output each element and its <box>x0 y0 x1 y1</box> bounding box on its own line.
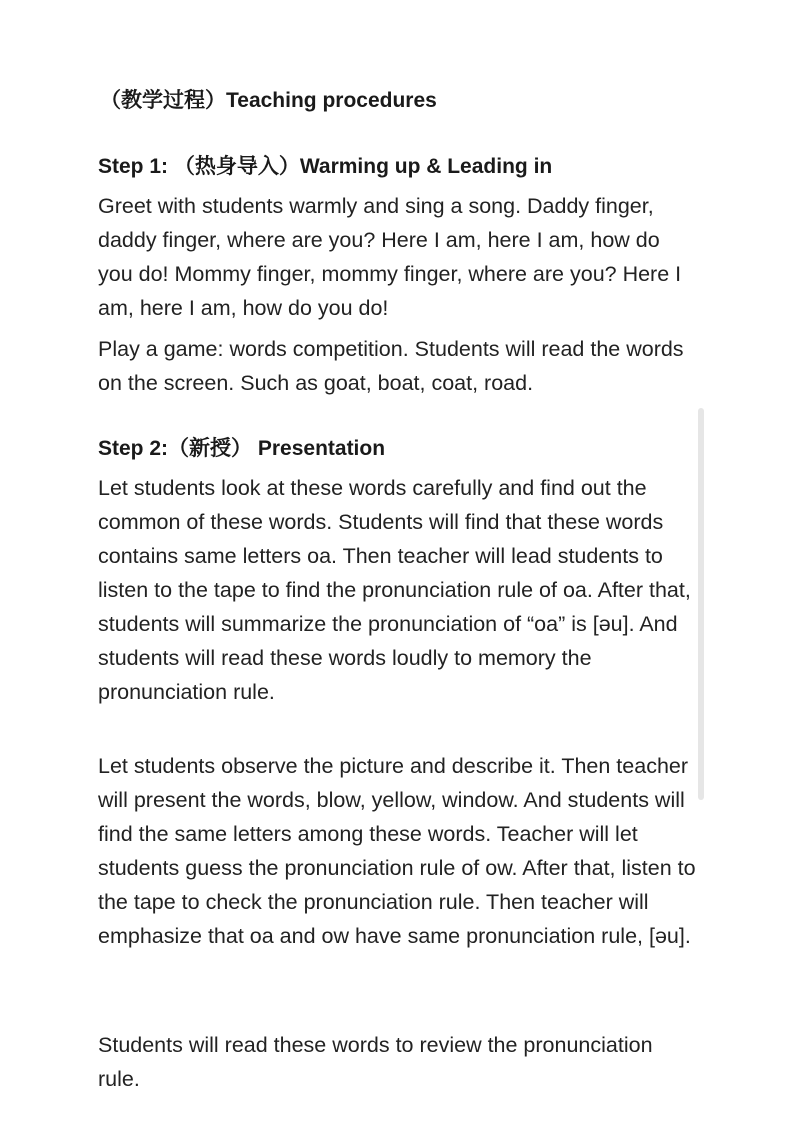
step-2-paragraph: Students will read these words to review the pronunciation rule. <box>98 1033 653 1091</box>
step-1-paragraph: Greet with students warmly and sing a song. Daddy finger, daddy finger, where are you? Here I am, here I am, how do you do! Mommy finger, mommy finger, where are you? Here I am, here I am, how do you do! <box>98 194 682 320</box>
step-1-heading: Step 1: （热身导入）Warming up & Leading in <box>98 155 553 178</box>
step-2-heading: Step 2:（新授） Presentation <box>98 437 386 460</box>
scrollbar[interactable] <box>698 408 704 800</box>
step-2-paragraph: Let students look at these words carefully and find out the common of these words. Students will find that these words contains same letters oa. Then teacher will lead students to listen to the tape to find the pronunciation rule of oa. After that, students will summarize the pronunciation of “oa” is [əu]. And students will read these words loudly to memory the pronunciation rule. <box>98 476 691 704</box>
step-1-paragraph: Play a game: words competition. Students will read the words on the screen. Such as goat, boat, coat, road. <box>98 337 684 395</box>
page-title: （教学过程）Teaching procedures <box>100 89 437 112</box>
step-2-paragraph: Let students observe the picture and describe it. Then teacher will present the words, blow, yellow, window. And students will find the same letters among these words. Teacher will let students guess the pronunciation rule of ow. After that, listen to the tape to check the pronunciation rule. Then teacher will emphasize that oa and ow have same pronunciation rule, [əu]. <box>98 754 696 948</box>
